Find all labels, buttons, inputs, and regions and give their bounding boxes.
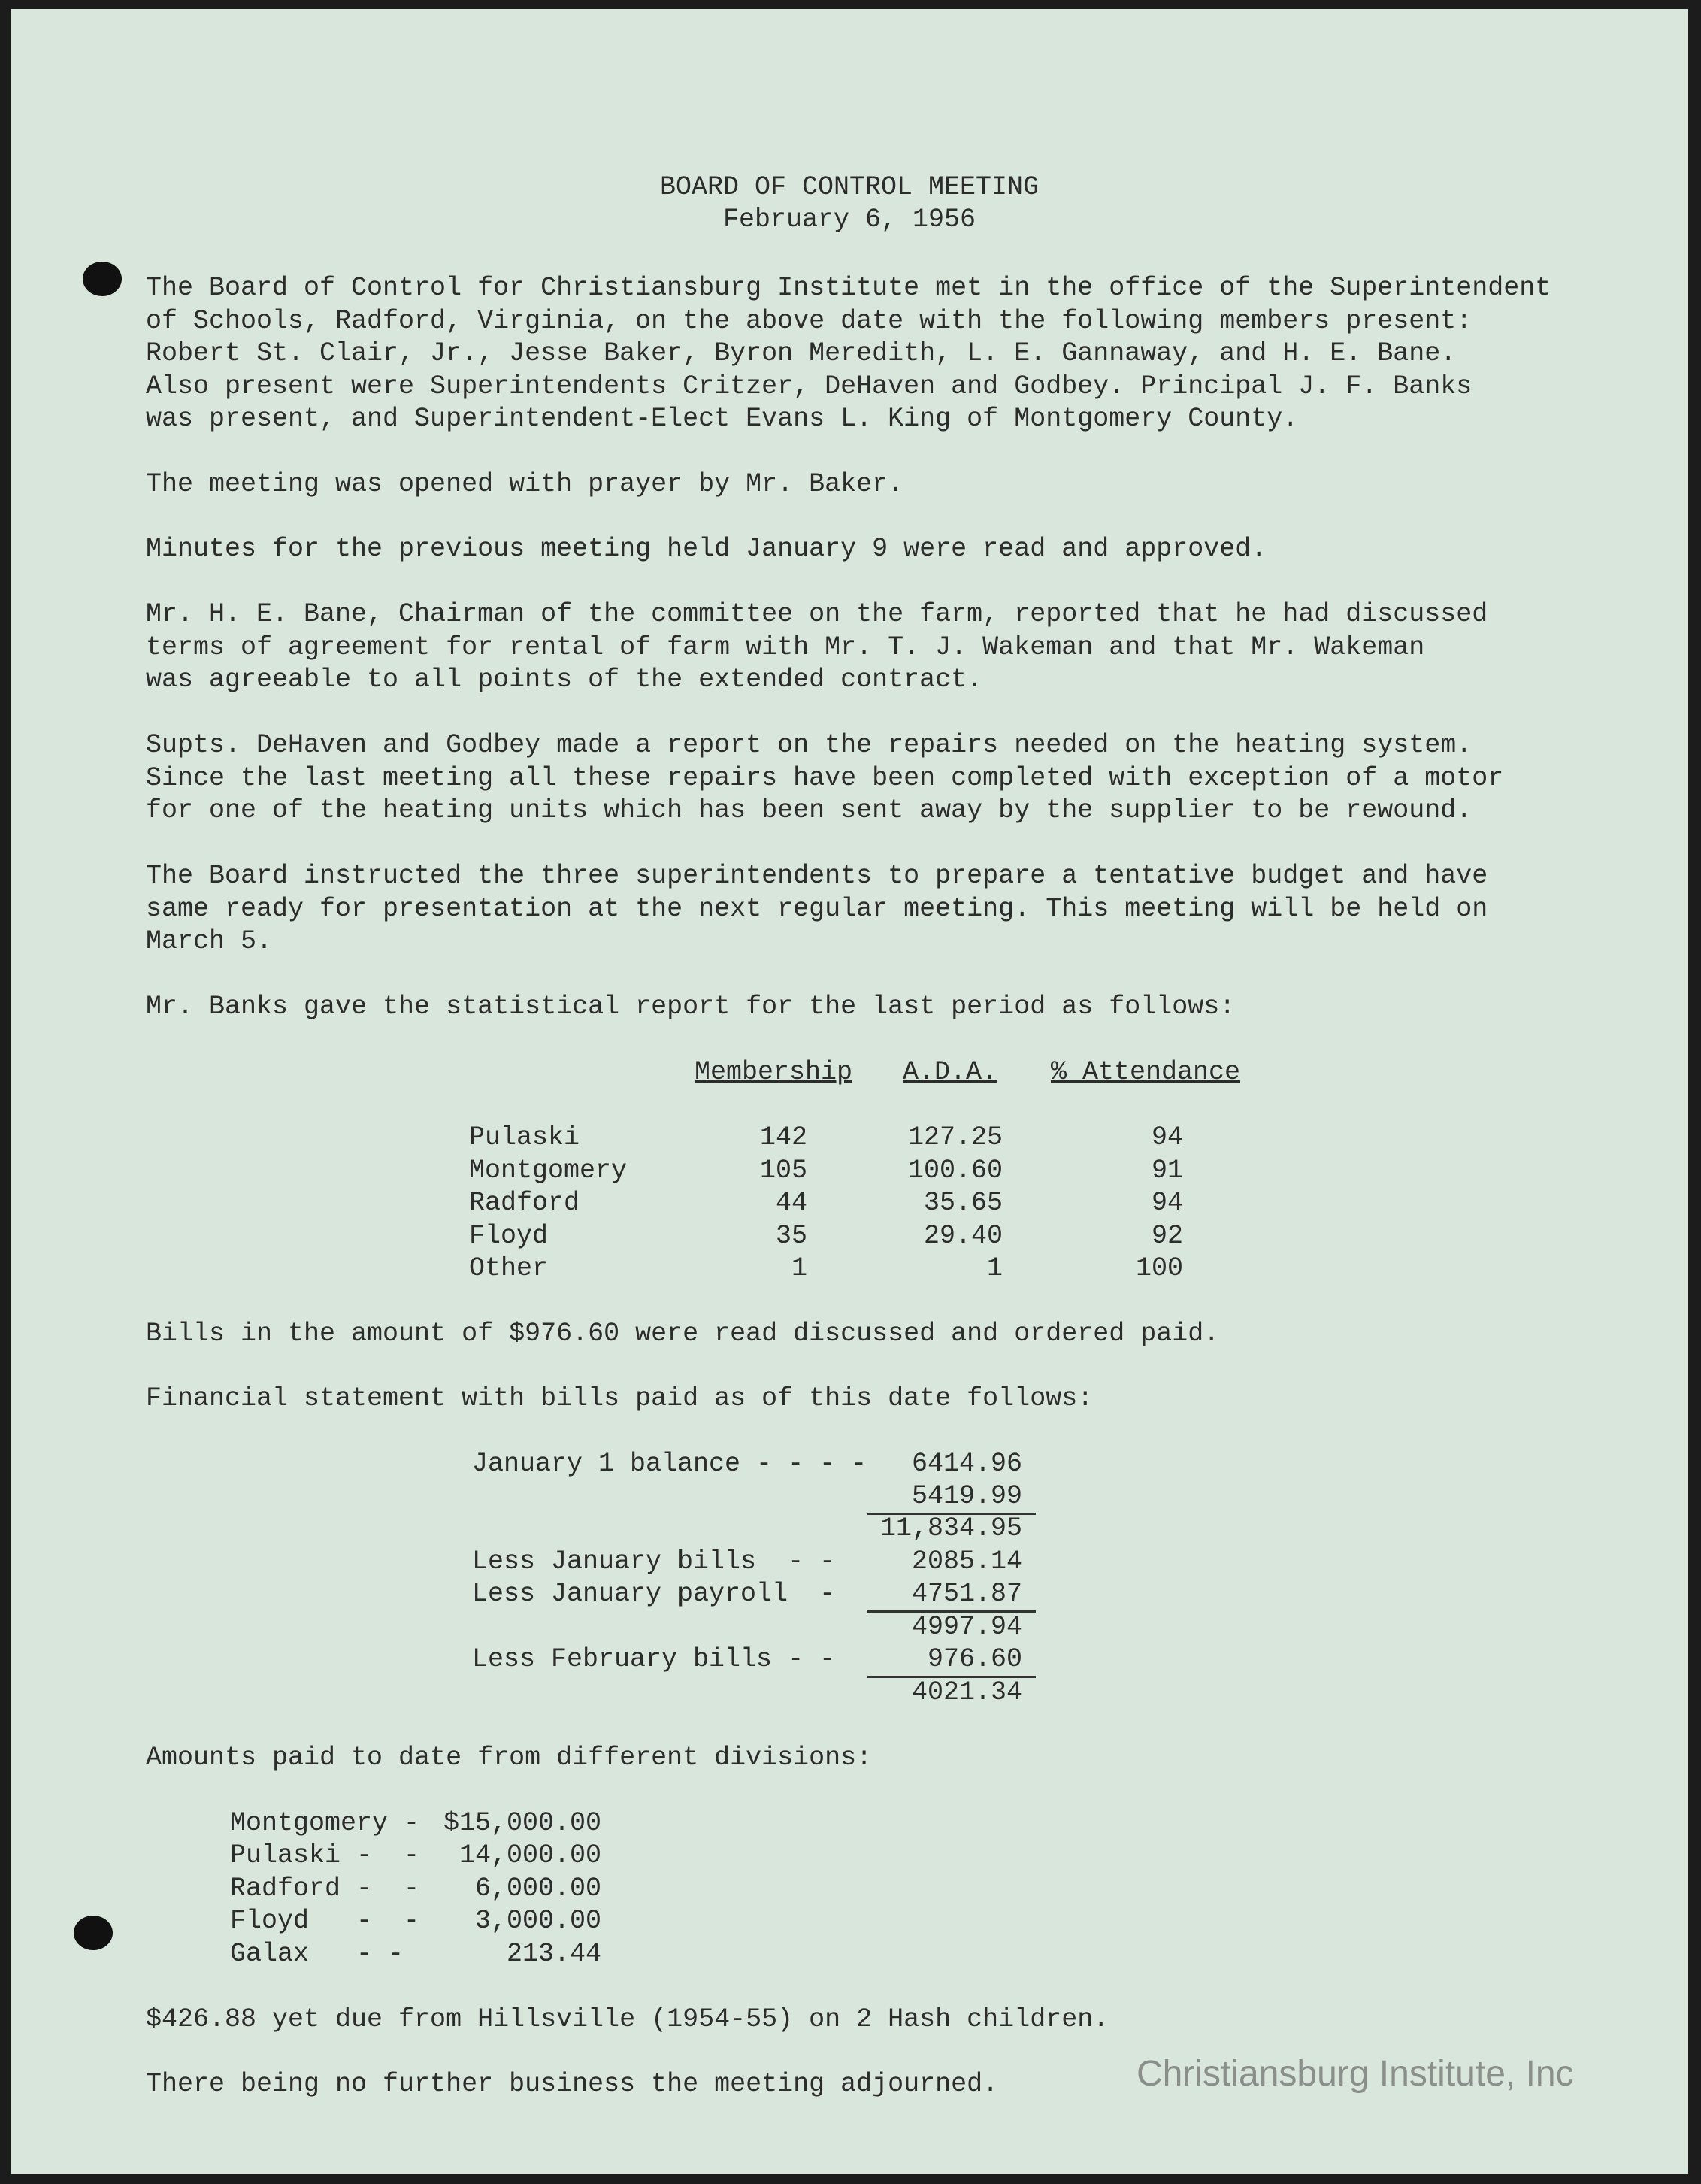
financial-label: January 1 balance - - - - bbox=[472, 1449, 867, 1479]
paragraph-statistics-intro: Mr. Banks gave the statistical report for the last period as follows: bbox=[146, 992, 1236, 1022]
row-membership: 44 bbox=[775, 1188, 807, 1218]
division-label: Pulaski - - bbox=[230, 1840, 420, 1870]
division-label: Montgomery - bbox=[230, 1808, 420, 1838]
table-row bbox=[469, 1253, 1266, 1286]
paragraph-farm: Mr. H. E. Bane, Chairman of the committee on the farm, reported that he had discussed terms of agreement for rental of farm with Mr. T. J. Wakeman and that Mr. Wakeman was agreeable to all points of the extended contract. bbox=[146, 599, 1488, 695]
row-membership: 142 bbox=[759, 1122, 807, 1153]
financial-amount: 6414.96 bbox=[911, 1449, 1022, 1479]
paragraph-closing: There being no further business the meeting adjourned. bbox=[146, 2069, 999, 2099]
financial-amount: 5419.99 bbox=[911, 1481, 1022, 1511]
row-name: Floyd bbox=[469, 1220, 549, 1251]
financial-label: Less January bills - - bbox=[472, 1546, 836, 1577]
division-label: Radford - - bbox=[230, 1874, 420, 1904]
row-attendance: 100 bbox=[1135, 1253, 1183, 1283]
financial-label: Less February bills - - bbox=[472, 1644, 836, 1674]
table-row bbox=[469, 1187, 1266, 1220]
paragraph-attendance: The Board of Control for Christiansburg Institute met in the office of the Superintendent of Schools, Radford, Virginia, on the above date with the following members present: Robert St. Clair, Jr., Jesse Baker, Byron Meredith, L. E. Gannaway, and H. E. Bane. Also present were Superintendents Critzer, DeHaven and Godbey. Principal J. F. Banks was present, and Superintendent-Elect Evans L. King of Montgomery County. bbox=[146, 273, 1551, 434]
paragraph-amount-due: $426.88 yet due from Hillsville (1954-55) on 2 Hash children. bbox=[146, 2004, 1109, 2034]
financial-amount: 976.60 bbox=[927, 1644, 1022, 1674]
table-row bbox=[469, 1155, 1266, 1188]
header-membership: Membership bbox=[694, 1057, 853, 1087]
financial-amount: 2085.14 bbox=[911, 1546, 1022, 1577]
paragraph-minutes: Minutes for the previous meeting held January 9 were read and approved. bbox=[146, 534, 1267, 564]
document-title: BOARD OF CONTROL MEETING bbox=[659, 172, 1040, 202]
row-membership: 1 bbox=[791, 1253, 807, 1283]
row-ada: 1 bbox=[986, 1253, 1003, 1283]
document-page bbox=[11, 9, 1688, 2174]
table-row bbox=[469, 1220, 1266, 1253]
financial-amount: 4997.94 bbox=[911, 1612, 1022, 1642]
division-label: Floyd - - bbox=[230, 1906, 420, 1936]
table-row bbox=[469, 1122, 1266, 1155]
financial-amount: 4751.87 bbox=[911, 1579, 1022, 1609]
row-ada: 29.40 bbox=[923, 1220, 1003, 1251]
division-amount: 14,000.00 bbox=[459, 1840, 601, 1870]
division-amount: 3,000.00 bbox=[474, 1906, 601, 1936]
paragraph-budget: The Board instructed the three superintendents to prepare a tentative budget and have same ready for presentation at the next regular meeting. This meeting will be held on March 5. bbox=[146, 861, 1488, 956]
row-membership: 35 bbox=[775, 1220, 807, 1251]
statistics-header-row bbox=[469, 1056, 1266, 1089]
statistics-table bbox=[469, 1056, 1266, 1286]
punch-hole-top bbox=[83, 262, 122, 296]
row-attendance: 94 bbox=[1151, 1122, 1183, 1153]
watermark: Christiansburg Institute, Inc bbox=[1137, 2054, 1574, 2094]
row-ada: 35.65 bbox=[923, 1188, 1003, 1218]
financial-amount: 11,834.95 bbox=[879, 1513, 1022, 1543]
row-attendance: 91 bbox=[1151, 1155, 1183, 1186]
row-ada: 127.25 bbox=[907, 1122, 1003, 1153]
header-ada: A.D.A. bbox=[902, 1057, 998, 1087]
header-attendance: % Attendance bbox=[1050, 1057, 1241, 1087]
division-amount: 213.44 bbox=[506, 1939, 601, 1969]
document-date: February 6, 1956 bbox=[722, 204, 976, 235]
row-membership: 105 bbox=[759, 1155, 807, 1186]
row-attendance: 94 bbox=[1151, 1188, 1183, 1218]
financial-label: Less January payroll - bbox=[472, 1579, 836, 1609]
row-name: Other bbox=[469, 1253, 549, 1283]
financial-amount: 4021.34 bbox=[911, 1677, 1022, 1707]
row-name: Pulaski bbox=[469, 1122, 580, 1153]
division-amount: 6,000.00 bbox=[474, 1874, 601, 1904]
row-name: Montgomery bbox=[469, 1155, 628, 1186]
paragraph-heating: Supts. DeHaven and Godbey made a report on the repairs needed on the heating system. Since the last meeting all these repairs have been completed with exception of a motor for one of the heating units which has been sent away by the supplier to be rewound. bbox=[146, 730, 1504, 825]
paragraph-divisions-intro: Amounts paid to date from different divisions: bbox=[146, 1743, 873, 1773]
row-ada: 100.60 bbox=[907, 1155, 1003, 1186]
punch-hole-bottom bbox=[74, 1916, 113, 1950]
row-attendance: 92 bbox=[1151, 1220, 1183, 1251]
paragraph-financial-intro: Financial statement with bills paid as of this date follows: bbox=[146, 1383, 1094, 1413]
division-amount: $15,000.00 bbox=[443, 1808, 601, 1838]
paragraph-bills: Bills in the amount of $976.60 were read discussed and ordered paid. bbox=[146, 1319, 1220, 1349]
division-label: Galax - - bbox=[230, 1939, 404, 1969]
row-name: Radford bbox=[469, 1188, 580, 1218]
paragraph-prayer: The meeting was opened with prayer by Mr. Baker. bbox=[146, 469, 904, 499]
